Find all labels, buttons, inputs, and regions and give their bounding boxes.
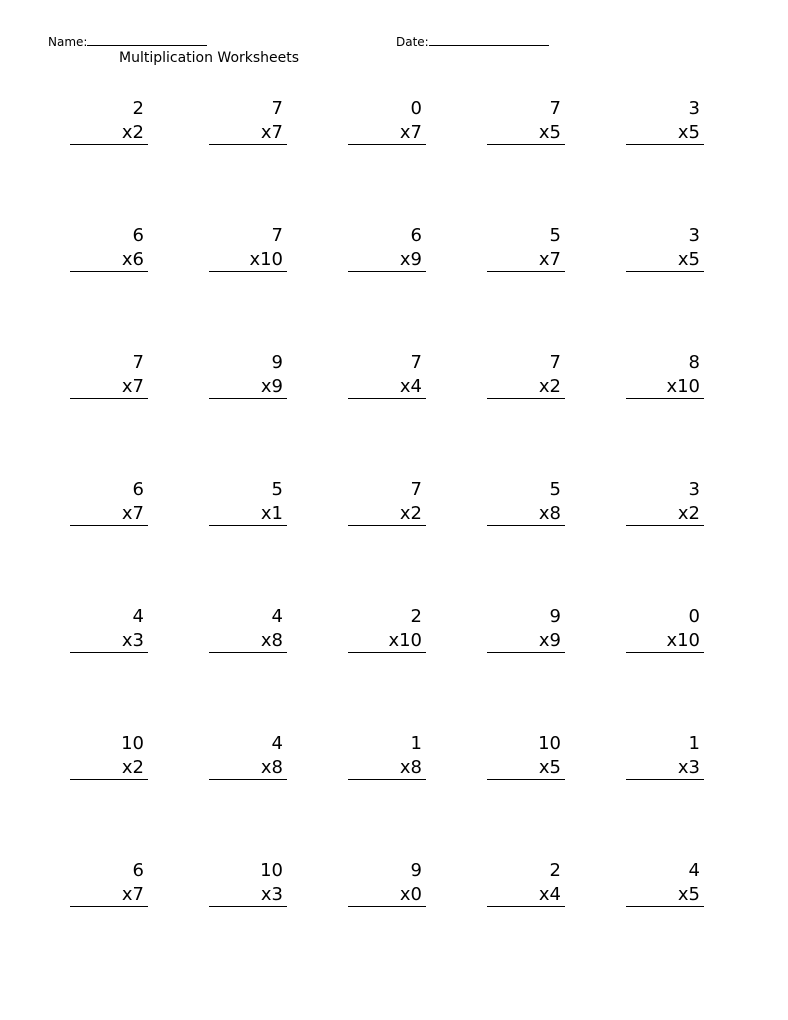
problem-grid bbox=[70, 98, 704, 908]
answer-line[interactable] bbox=[209, 271, 287, 272]
multiplicand: 7 bbox=[132, 352, 144, 373]
multiplicand: 5 bbox=[549, 479, 561, 500]
problem bbox=[626, 225, 704, 273]
problem bbox=[626, 352, 704, 400]
multiplier: x7 bbox=[538, 249, 561, 270]
problem bbox=[209, 479, 287, 527]
answer-line[interactable] bbox=[209, 906, 287, 907]
multiplier: x5 bbox=[677, 249, 700, 270]
problem bbox=[348, 352, 426, 400]
multiplier: x8 bbox=[399, 757, 422, 778]
problem bbox=[209, 98, 287, 146]
answer-line[interactable] bbox=[348, 906, 426, 907]
problem bbox=[626, 606, 704, 654]
answer-line[interactable] bbox=[209, 398, 287, 399]
answer-line[interactable] bbox=[70, 906, 148, 907]
problem bbox=[70, 479, 148, 527]
multiplicand: 7 bbox=[549, 352, 561, 373]
multiplier: x5 bbox=[677, 122, 700, 143]
multiplier: x10 bbox=[249, 249, 283, 270]
answer-line[interactable] bbox=[626, 779, 704, 780]
answer-line[interactable] bbox=[487, 525, 565, 526]
multiplier: x7 bbox=[121, 884, 144, 905]
problem bbox=[209, 606, 287, 654]
problem bbox=[348, 733, 426, 781]
problem bbox=[348, 98, 426, 146]
multiplier: x6 bbox=[121, 249, 144, 270]
multiplier: x4 bbox=[538, 884, 561, 905]
answer-line[interactable] bbox=[626, 144, 704, 145]
problem bbox=[487, 733, 565, 781]
problem bbox=[487, 225, 565, 273]
answer-line[interactable] bbox=[70, 525, 148, 526]
answer-line[interactable] bbox=[348, 779, 426, 780]
multiplicand: 0 bbox=[688, 606, 700, 627]
answer-line[interactable] bbox=[348, 144, 426, 145]
date-blank[interactable] bbox=[429, 33, 549, 46]
answer-line[interactable] bbox=[626, 525, 704, 526]
multiplicand: 3 bbox=[688, 479, 700, 500]
multiplier: x7 bbox=[121, 503, 144, 524]
problem bbox=[209, 733, 287, 781]
problem bbox=[70, 860, 148, 908]
multiplicand: 4 bbox=[132, 606, 144, 627]
answer-line[interactable] bbox=[626, 398, 704, 399]
problem bbox=[626, 860, 704, 908]
name-line bbox=[48, 33, 207, 49]
problem bbox=[487, 352, 565, 400]
answer-line[interactable] bbox=[70, 652, 148, 653]
multiplier: x3 bbox=[121, 630, 144, 651]
multiplicand: 6 bbox=[132, 479, 144, 500]
problem bbox=[209, 225, 287, 273]
multiplicand: 2 bbox=[549, 860, 561, 881]
problem bbox=[487, 860, 565, 908]
answer-line[interactable] bbox=[70, 779, 148, 780]
answer-line[interactable] bbox=[487, 398, 565, 399]
answer-line[interactable] bbox=[348, 652, 426, 653]
multiplier: x10 bbox=[666, 376, 700, 397]
problem bbox=[348, 225, 426, 273]
problem bbox=[626, 98, 704, 146]
multiplicand: 9 bbox=[410, 860, 422, 881]
multiplicand: 10 bbox=[260, 860, 283, 881]
multiplicand: 0 bbox=[410, 98, 422, 119]
multiplicand: 3 bbox=[688, 225, 700, 246]
answer-line[interactable] bbox=[487, 779, 565, 780]
problem bbox=[348, 860, 426, 908]
answer-line[interactable] bbox=[487, 652, 565, 653]
multiplicand: 5 bbox=[271, 479, 283, 500]
date-label: Date: bbox=[396, 35, 429, 49]
problem bbox=[487, 606, 565, 654]
answer-line[interactable] bbox=[209, 652, 287, 653]
answer-line[interactable] bbox=[348, 271, 426, 272]
answer-line[interactable] bbox=[209, 779, 287, 780]
multiplicand: 5 bbox=[549, 225, 561, 246]
multiplier: x9 bbox=[399, 249, 422, 270]
problem bbox=[348, 606, 426, 654]
multiplier: x9 bbox=[538, 630, 561, 651]
multiplicand: 7 bbox=[271, 225, 283, 246]
multiplicand: 7 bbox=[410, 352, 422, 373]
problem bbox=[626, 733, 704, 781]
name-label: Name: bbox=[48, 35, 88, 49]
problem bbox=[209, 860, 287, 908]
multiplier: x10 bbox=[388, 630, 422, 651]
multiplier: x5 bbox=[538, 122, 561, 143]
multiplicand: 1 bbox=[688, 733, 700, 754]
multiplier: x2 bbox=[121, 122, 144, 143]
answer-line[interactable] bbox=[70, 271, 148, 272]
date-line bbox=[396, 33, 549, 49]
problem bbox=[348, 479, 426, 527]
answer-line[interactable] bbox=[209, 144, 287, 145]
problem bbox=[487, 479, 565, 527]
multiplicand: 7 bbox=[271, 98, 283, 119]
multiplier: x2 bbox=[677, 503, 700, 524]
multiplier: x5 bbox=[538, 757, 561, 778]
answer-line[interactable] bbox=[70, 144, 148, 145]
answer-line[interactable] bbox=[626, 271, 704, 272]
multiplier: x7 bbox=[260, 122, 283, 143]
multiplier: x8 bbox=[260, 757, 283, 778]
problem bbox=[487, 98, 565, 146]
answer-line[interactable] bbox=[348, 525, 426, 526]
multiplicand: 9 bbox=[271, 352, 283, 373]
answer-line[interactable] bbox=[487, 271, 565, 272]
multiplier: x3 bbox=[677, 757, 700, 778]
multiplier: x2 bbox=[399, 503, 422, 524]
problem bbox=[70, 225, 148, 273]
answer-line[interactable] bbox=[209, 525, 287, 526]
answer-line[interactable] bbox=[487, 906, 565, 907]
multiplier: x7 bbox=[121, 376, 144, 397]
multiplier: x0 bbox=[399, 884, 422, 905]
multiplier: x2 bbox=[121, 757, 144, 778]
problem bbox=[626, 479, 704, 527]
answer-line[interactable] bbox=[70, 398, 148, 399]
multiplicand: 4 bbox=[688, 860, 700, 881]
answer-line[interactable] bbox=[487, 144, 565, 145]
answer-line[interactable] bbox=[626, 652, 704, 653]
multiplicand: 10 bbox=[538, 733, 561, 754]
name-blank[interactable] bbox=[87, 33, 207, 46]
multiplicand: 7 bbox=[410, 479, 422, 500]
answer-line[interactable] bbox=[348, 398, 426, 399]
problem bbox=[209, 352, 287, 400]
multiplicand: 1 bbox=[410, 733, 422, 754]
multiplier: x3 bbox=[260, 884, 283, 905]
problem bbox=[70, 733, 148, 781]
page-title: Multiplication Worksheets bbox=[119, 50, 300, 66]
multiplicand: 9 bbox=[549, 606, 561, 627]
multiplicand: 4 bbox=[271, 606, 283, 627]
problem bbox=[70, 606, 148, 654]
multiplicand: 2 bbox=[132, 98, 144, 119]
multiplier: x9 bbox=[260, 376, 283, 397]
multiplicand: 8 bbox=[688, 352, 700, 373]
multiplicand: 7 bbox=[549, 98, 561, 119]
multiplier: x7 bbox=[399, 122, 422, 143]
multiplier: x8 bbox=[538, 503, 561, 524]
multiplicand: 10 bbox=[121, 733, 144, 754]
multiplicand: 3 bbox=[688, 98, 700, 119]
multiplier: x2 bbox=[538, 376, 561, 397]
multiplicand: 4 bbox=[271, 733, 283, 754]
multiplier: x5 bbox=[677, 884, 700, 905]
multiplicand: 6 bbox=[132, 225, 144, 246]
multiplier: x10 bbox=[666, 630, 700, 651]
multiplicand: 2 bbox=[410, 606, 422, 627]
multiplier: x1 bbox=[260, 503, 283, 524]
problem bbox=[70, 352, 148, 400]
problem bbox=[70, 98, 148, 146]
multiplicand: 6 bbox=[132, 860, 144, 881]
multiplicand: 6 bbox=[410, 225, 422, 246]
answer-line[interactable] bbox=[626, 906, 704, 907]
multiplier: x8 bbox=[260, 630, 283, 651]
multiplier: x4 bbox=[399, 376, 422, 397]
